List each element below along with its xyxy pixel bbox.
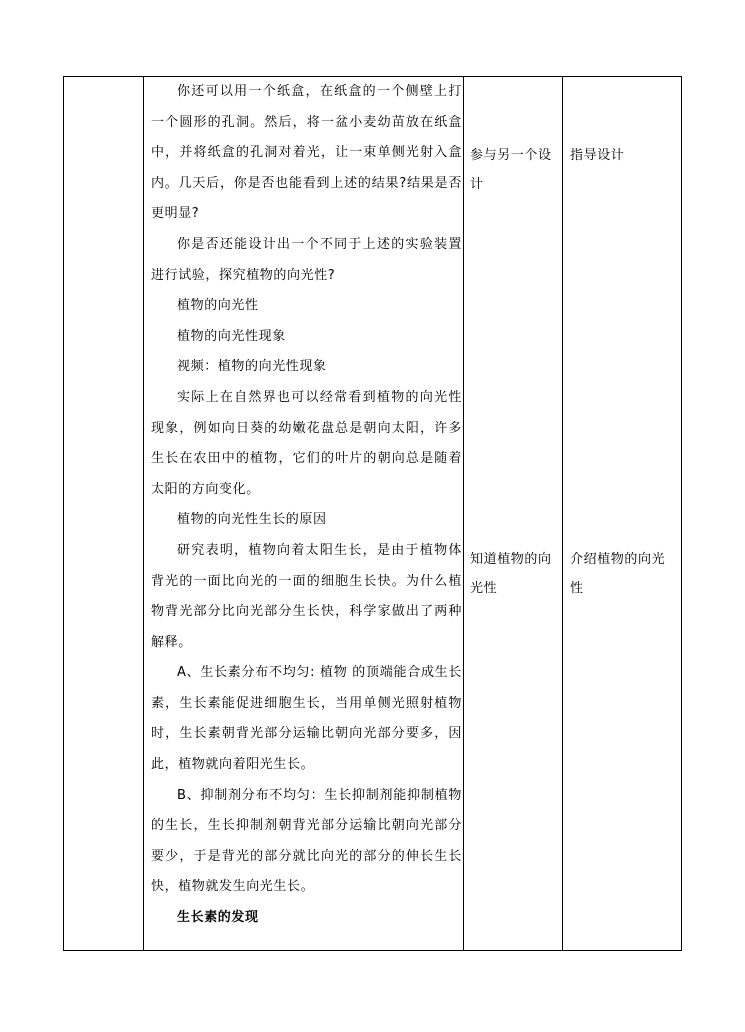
teaching-content-cell bbox=[151, 77, 462, 934]
student-activity-design: 参与另一个设计 bbox=[470, 148, 552, 192]
lesson-table bbox=[63, 76, 682, 951]
paragraph-nature-examples: 实际上在自然界也可以经常看到植物的向光性现象，例如向日葵的幼嫩花盘总是朝向太阳，许多生长在农田中的植物，它们的叶片的朝向总是随着太阳的方向变化。 bbox=[151, 389, 462, 497]
paragraph-inhibitor-explanation: B、抑制剂分布不均匀：生长抑制剂能抑制植物的生长，生长抑制剂朝背光部分运输比朝向光部分要少，于是背光的部分就比向光的部分的伸长生长快，植物就发生向光生长。 bbox=[151, 787, 462, 895]
column-divider-2 bbox=[463, 77, 464, 950]
video-label: 视频：植物的向光性现象 bbox=[177, 359, 327, 375]
heading-phototropism: 植物的向光性 bbox=[177, 298, 259, 314]
paragraph-design-question: 你是否还能设计出一个不同于上述的实验装置进行试验，探究植物的向光性? bbox=[151, 236, 462, 283]
teacher-activity-design: 指导设计 bbox=[570, 148, 625, 163]
column-divider-3 bbox=[562, 77, 563, 950]
paragraph-auxin-explanation: A、生长素分布不均匀: 植物 的顶端能合成生长素，生长素能促进细胞生长，当用单侧光照射植物 时，生长素朝背光部分运输比朝向光部分要多，因此，植物就向着阳光生长。 bbox=[151, 665, 462, 773]
heading-phototropism-phenomenon: 植物的向光性现象 bbox=[177, 328, 286, 344]
student-activity-phototropism: 知道植物的向光性 bbox=[470, 552, 552, 596]
heading-phototropism-cause: 植物的向光性生长的原因 bbox=[177, 512, 327, 528]
column-divider-1 bbox=[143, 77, 144, 950]
paragraph-box-experiment: 你还可以用一个纸盒，在纸盒的一个侧壁上打一个圆形的孔洞。然后，将一盆小麦幼苗放在纸盒中，并将纸盒的孔洞对着光，让一束单侧光射入盒内。几天后，你是否也能看到上述的结果?结果是否更明显? bbox=[151, 84, 462, 222]
paragraph-research: 研究表明，植物向着太阳生长，是由于植物体背光的一面比向光的一面的细胞生长快。为什么植物背光部分比向光部分生长快，科学家做出了两种解释。 bbox=[151, 542, 462, 650]
heading-auxin-discovery: 生长素的发现 bbox=[177, 910, 259, 926]
teacher-activity-phototropism: 介绍植物的向光性 bbox=[570, 552, 666, 596]
